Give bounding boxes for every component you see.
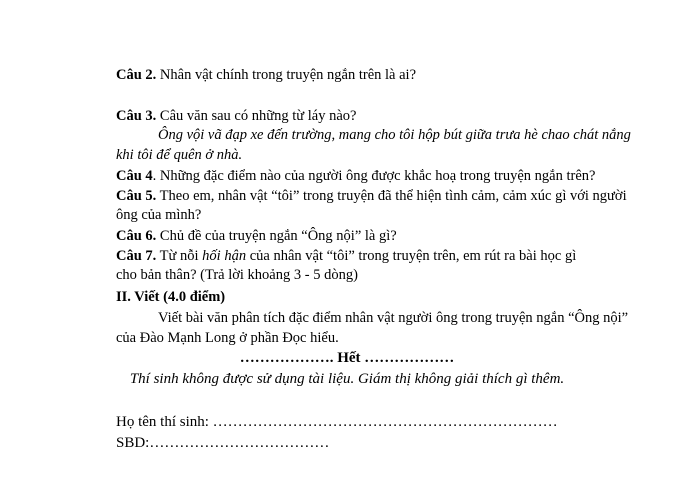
question-3-text: Câu văn sau có những từ láy nào? bbox=[159, 108, 357, 124]
writing-prompt-line-2: của Đào Mạnh Long ở phần Đọc hiểu. bbox=[116, 330, 339, 346]
question-4-label: Câu 4 bbox=[116, 168, 153, 184]
writing-section-heading: II. Viết (4.0 điểm) bbox=[116, 289, 226, 305]
question-2 bbox=[116, 66, 416, 84]
end-marker: ………………. Hết ……………… bbox=[239, 350, 455, 366]
sbd-blank: ……………………………… bbox=[149, 435, 330, 451]
candidate-name-blank: …………………………………………………………… bbox=[212, 414, 558, 430]
question-4-text: . Những đặc điểm nào của người ông được khắc hoạ trong truyện ngắn trên? bbox=[152, 168, 596, 184]
question-7 bbox=[116, 247, 576, 265]
question-6-label: Câu 6. bbox=[116, 228, 157, 244]
exam-note: Thí sinh không được sử dụng tài liệu. Giám thị không giải thích gì thêm. bbox=[129, 371, 565, 387]
question-7-text-after: của nhân vật “tôi” trong truyện trên, em rút ra bài học gì bbox=[249, 248, 577, 264]
question-3-label: Câu 3. bbox=[116, 108, 157, 124]
question-2-label: Câu 2. bbox=[116, 67, 157, 83]
question-5-label: Câu 5. bbox=[116, 188, 157, 204]
sbd-field bbox=[116, 434, 329, 452]
question-4 bbox=[116, 167, 595, 185]
question-5-text-line-2: ông của mình? bbox=[116, 207, 202, 223]
candidate-name-field bbox=[116, 413, 558, 431]
question-3 bbox=[116, 107, 356, 125]
question-6-text: Chủ đề của truyện ngắn “Ông nội” là gì? bbox=[159, 228, 397, 244]
question-5 bbox=[116, 187, 627, 205]
question-7-text-before: Từ nỗi bbox=[159, 248, 199, 264]
question-6 bbox=[116, 227, 397, 245]
question-7-text-line-2: cho bản thân? (Trả lời khoảng 3 - 5 dòng) bbox=[116, 267, 358, 283]
writing-prompt-line-1: Viết bài văn phân tích đặc điểm nhân vật người ông trong truyện ngắn “Ông nội” bbox=[158, 310, 629, 326]
question-7-emphasis: hối hận bbox=[202, 248, 247, 264]
question-7-label: Câu 7. bbox=[116, 248, 157, 264]
question-3-quote-line-2: khi tôi để quên ở nhà. bbox=[116, 147, 243, 163]
sbd-label: SBD: bbox=[116, 435, 150, 451]
question-3-quote-line-1: Ông vội vã đạp xe đến trường, mang cho tôi hộp bút giữa trưa hè chao chát nắng bbox=[158, 127, 631, 143]
question-5-text-line-1: Theo em, nhân vật “tôi” trong truyện đã thể hiện tình cảm, cảm xúc gì với người bbox=[159, 188, 627, 204]
question-2-text: Nhân vật chính trong truyện ngắn trên là ai? bbox=[159, 67, 417, 83]
candidate-name-label: Họ tên thí sinh: bbox=[116, 414, 209, 430]
